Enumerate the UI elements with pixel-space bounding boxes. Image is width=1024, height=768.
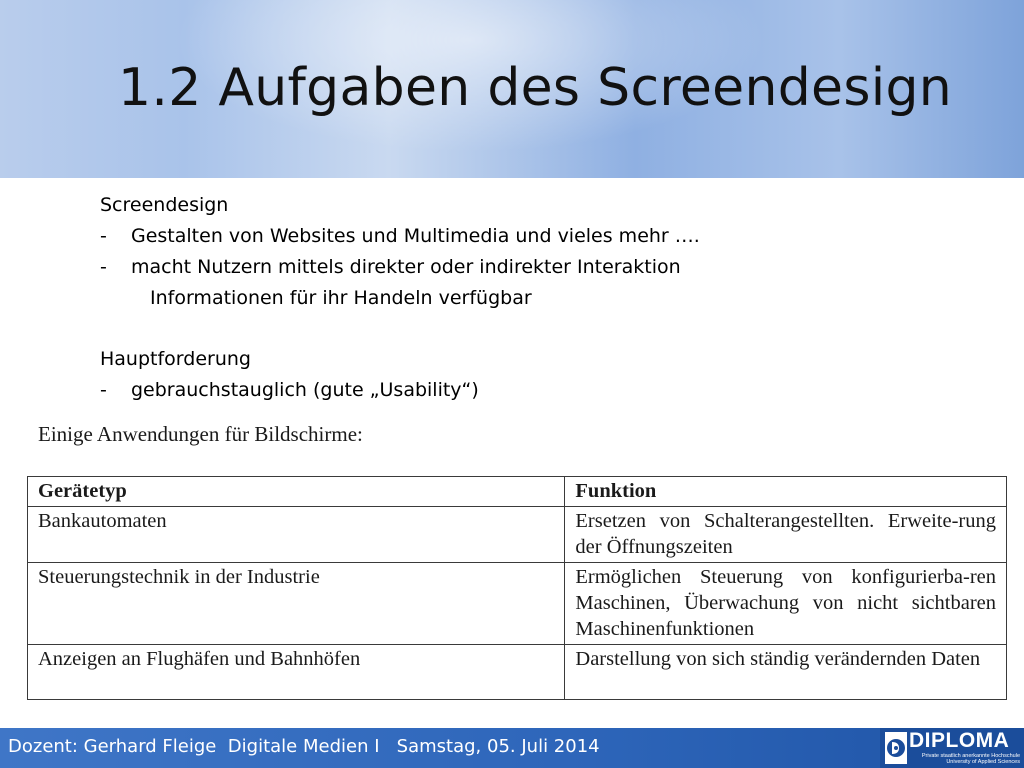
device-cell: Bankautomaten xyxy=(28,507,565,563)
diploma-logo xyxy=(880,728,1024,768)
column-header-device: Gerätetyp xyxy=(28,477,565,507)
bullet-item xyxy=(100,221,900,252)
column-header-function: Funktion xyxy=(565,477,1007,507)
bullet-dash: - xyxy=(100,256,107,278)
function-cell: Darstellung von sich ständig verändernden Daten xyxy=(565,645,1007,700)
slide-footer xyxy=(0,728,1024,768)
diploma-seal-icon xyxy=(885,732,907,764)
bullet-dash: - xyxy=(100,379,107,401)
bullet-item xyxy=(100,375,900,406)
section-spacer xyxy=(100,314,900,344)
section-heading-hauptforderung: Hauptforderung xyxy=(100,348,251,370)
bullet-text: gebrauchstauglich (gute „Usability“) xyxy=(131,379,479,401)
slide-header xyxy=(0,0,1024,178)
bullet-text: Gestalten von Websites und Multimedia und vieles mehr …. xyxy=(131,225,700,247)
slide-body xyxy=(100,190,900,406)
footer-text: Dozent: Gerhard Fleige Digitale Medien I Samstag, 05. Juli 2014 xyxy=(8,736,600,757)
bullet-continuation: Informationen für ihr Handeln verfügbar xyxy=(150,287,532,309)
device-cell: Anzeigen an Flughäfen und Bahnhöfen xyxy=(28,645,565,700)
table-row xyxy=(28,507,1007,563)
function-cell: Ersetzen von Schalterangestellten. Erweite-rung der Öffnungszeiten xyxy=(565,507,1007,563)
bullet-item xyxy=(100,252,900,283)
table-row xyxy=(28,645,1007,700)
section-heading-screendesign: Screendesign xyxy=(100,194,229,216)
logo-wordmark: DIPLOMA xyxy=(909,729,1010,752)
table-header-row xyxy=(28,477,1007,507)
bullet-dash: - xyxy=(100,225,107,247)
logo-subline: Private staatlich anerkannte Hochschule xyxy=(921,753,1020,759)
table-row xyxy=(28,563,1007,645)
scanned-table-caption: Einige Anwendungen für Bildschirme: xyxy=(38,422,363,446)
bullet-text: macht Nutzern mittels direkter oder indirekter Interaktion xyxy=(131,256,681,278)
device-cell: Steuerungstechnik in der Industrie xyxy=(28,563,565,645)
device-function-table xyxy=(27,476,1007,700)
function-cell: Ermöglichen Steuerung von konfigurierba-ren Maschinen, Überwachung von nicht sichtbaren Maschinenfunktionen xyxy=(565,563,1007,645)
logo-subline: University of Applied Sciences xyxy=(946,759,1020,765)
slide-title: 1.2 Aufgaben des Screendesign xyxy=(118,58,953,118)
